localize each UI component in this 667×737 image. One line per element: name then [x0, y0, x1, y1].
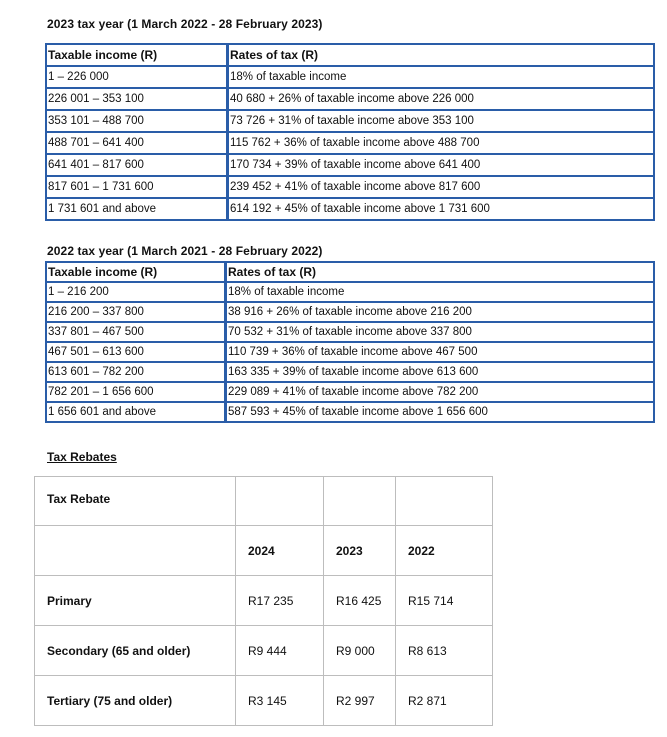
income-bracket-cell: 353 101 – 488 700: [46, 110, 228, 132]
income-bracket-cell: 613 601 – 782 200: [46, 362, 226, 382]
rebate-value: R2 997: [324, 676, 396, 726]
income-bracket-cell: 488 701 – 641 400: [46, 132, 228, 154]
empty-cell: [236, 477, 324, 526]
rebate-row: [35, 676, 493, 726]
tax-rate-cell: 18% of taxable income: [228, 66, 655, 88]
tax-rebate-label: Tax Rebate: [35, 477, 236, 526]
table-row: [46, 132, 654, 154]
empty-cell: [324, 477, 396, 526]
tax-rate-cell: 229 089 + 41% of taxable income above 782 200: [226, 382, 655, 402]
income-bracket-cell: 1 – 226 000: [46, 66, 228, 88]
empty-cell: [35, 526, 236, 576]
rebate-value: R15 714: [396, 576, 493, 626]
table-header-row: [46, 44, 654, 66]
table-row: [46, 382, 654, 402]
tax-rate-cell: 73 726 + 31% of taxable income above 353 100: [228, 110, 655, 132]
income-bracket-cell: 1 656 601 and above: [46, 402, 226, 422]
rebate-value: R2 871: [396, 676, 493, 726]
table-row: [46, 154, 654, 176]
tax-rate-cell: 110 739 + 36% of taxable income above 467 500: [226, 342, 655, 362]
table-row: [46, 342, 654, 362]
tax-rate-cell: 115 762 + 36% of taxable income above 488 700: [228, 132, 655, 154]
tax-rate-cell: 70 532 + 31% of taxable income above 337 800: [226, 322, 655, 342]
rebate-row: [35, 576, 493, 626]
table-row: [46, 362, 654, 382]
income-bracket-cell: 641 401 – 817 600: [46, 154, 228, 176]
table-row: [46, 198, 654, 220]
table-row: [46, 322, 654, 342]
table-row: [46, 302, 654, 322]
header-taxable-income: Taxable income (R): [46, 262, 226, 282]
income-bracket-cell: 782 201 – 1 656 600: [46, 382, 226, 402]
year-2023: 2023: [324, 526, 396, 576]
empty-cell: [396, 477, 493, 526]
header-rates-of-tax: Rates of tax (R): [228, 44, 655, 66]
tax-rate-cell: 38 916 + 26% of taxable income above 216 200: [226, 302, 655, 322]
year-2024: 2024: [236, 526, 324, 576]
table-row: [46, 282, 654, 302]
tax-rate-cell: 40 680 + 26% of taxable income above 226 000: [228, 88, 655, 110]
rebate-name: Primary: [35, 576, 236, 626]
rebate-value: R9 000: [324, 626, 396, 676]
tax-rebates-table: [34, 476, 493, 726]
table-2022-title: 2022 tax year (1 March 2021 - 28 February 2022): [47, 244, 323, 258]
rebate-name: Tertiary (75 and older): [35, 676, 236, 726]
rebate-value: R17 235: [236, 576, 324, 626]
rebate-value: R3 145: [236, 676, 324, 726]
tax-rate-cell: 170 734 + 39% of taxable income above 641 400: [228, 154, 655, 176]
tax-rate-cell: 163 335 + 39% of taxable income above 613 600: [226, 362, 655, 382]
rebate-value: R8 613: [396, 626, 493, 676]
tax-rebates-heading: Tax Rebates: [47, 450, 117, 464]
rebate-value: R9 444: [236, 626, 324, 676]
header-taxable-income: Taxable income (R): [46, 44, 228, 66]
income-bracket-cell: 817 601 – 1 731 600: [46, 176, 228, 198]
table-row: [46, 402, 654, 422]
income-bracket-cell: 216 200 – 337 800: [46, 302, 226, 322]
rebate-name: Secondary (65 and older): [35, 626, 236, 676]
income-bracket-cell: 1 731 601 and above: [46, 198, 228, 220]
rebate-row: [35, 626, 493, 676]
income-bracket-cell: 467 501 – 613 600: [46, 342, 226, 362]
table-row: [46, 110, 654, 132]
tax-rate-cell: 18% of taxable income: [226, 282, 655, 302]
table-header-row: [46, 262, 654, 282]
tax-rate-cell: 614 192 + 45% of taxable income above 1 731 600: [228, 198, 655, 220]
table-2023-title: 2023 tax year (1 March 2022 - 28 February 2023): [47, 17, 323, 31]
tax-table-2022: [45, 261, 655, 423]
income-bracket-cell: 1 – 216 200: [46, 282, 226, 302]
table-row: [46, 88, 654, 110]
rebate-year-row: [35, 526, 493, 576]
rebate-value: R16 425: [324, 576, 396, 626]
tax-rate-cell: 587 593 + 45% of taxable income above 1 656 600: [226, 402, 655, 422]
tax-table-2023: [45, 43, 655, 221]
table-row: [46, 176, 654, 198]
header-rates-of-tax: Rates of tax (R): [226, 262, 655, 282]
income-bracket-cell: 337 801 – 467 500: [46, 322, 226, 342]
year-2022: 2022: [396, 526, 493, 576]
table-row: [46, 66, 654, 88]
income-bracket-cell: 226 001 – 353 100: [46, 88, 228, 110]
tax-rate-cell: 239 452 + 41% of taxable income above 817 600: [228, 176, 655, 198]
rebate-label-row: [35, 477, 493, 526]
